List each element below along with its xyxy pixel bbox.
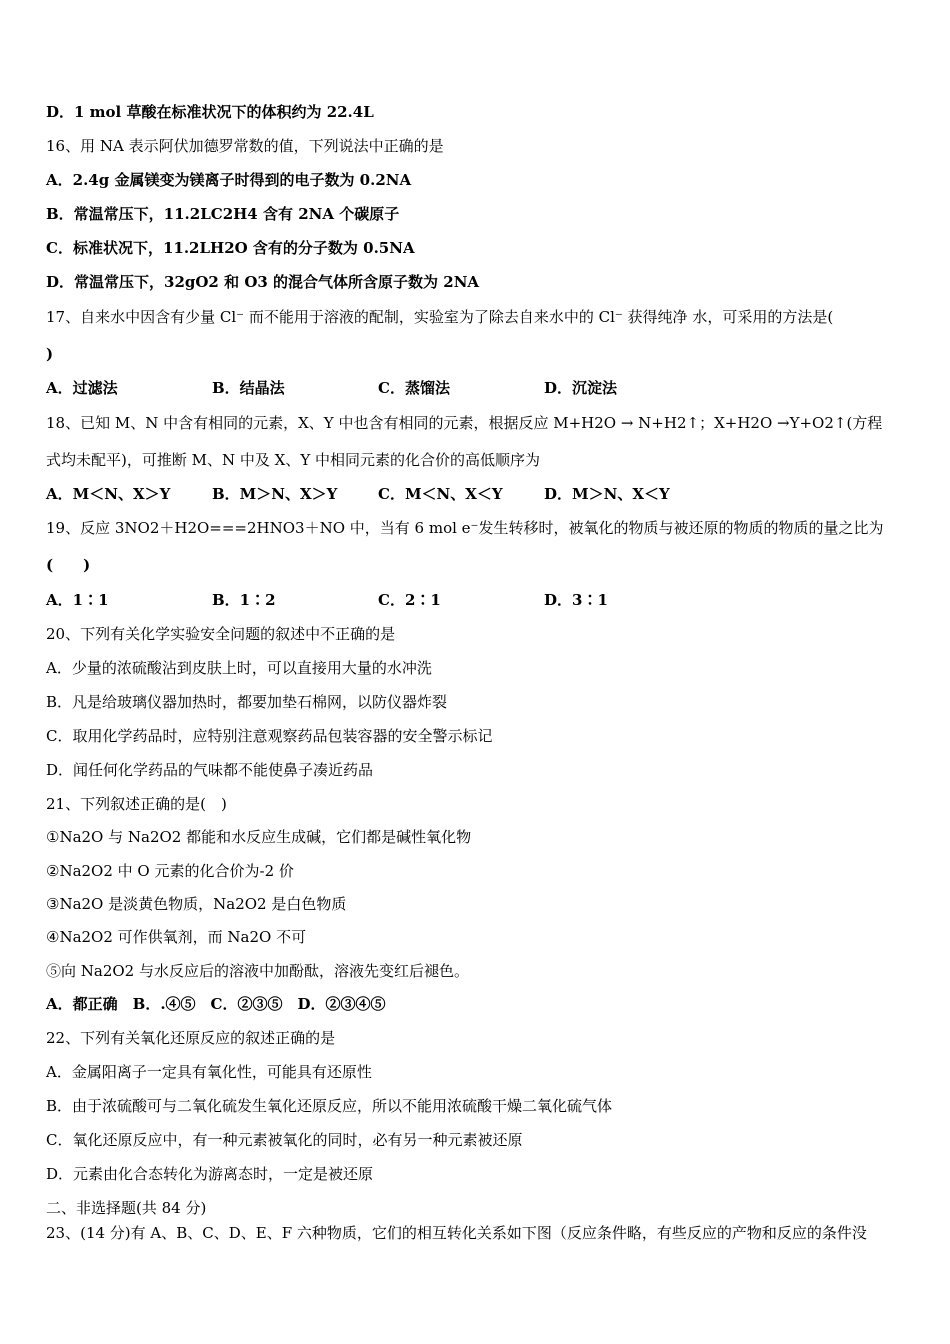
q16-option-d: D．常温常压下，32gO2 和 O3 的混合气体所含原子数为 2NA — [46, 273, 480, 291]
q23-stem: 23、(14 分)有 A、B、C、D、E、F 六种物质，它们的相互转化关系如下图（反应条件略，有些反应的产物和反应的条件没 — [46, 1224, 867, 1242]
q18-option-b: B．M＞N、X＞Y — [212, 485, 338, 503]
q21-statement-3: ③Na2O 是淡黄色物质，Na2O2 是白色物质 — [46, 895, 347, 913]
section-heading: 二、非选择题(共 84 分) — [46, 1199, 207, 1217]
q18-option-a: A．M＜N、X＞Y — [46, 485, 171, 503]
q19-stem: 19、反应 3NO2＋H2O===2HNO3＋NO 中，当有 6 mol e⁻发生转移时，被氧化的物质与被还原的物质的物质的量之比为 — [46, 519, 884, 537]
q22-option-c: C．氧化还原反应中，有一种元素被氧化的同时，必有另一种元素被还原 — [46, 1131, 523, 1149]
q22-stem: 22、下列有关氧化还原反应的叙述正确的是 — [46, 1029, 336, 1047]
q17-option-d: D．沉淀法 — [544, 379, 618, 397]
q18-option-c: C．M＜N、X＜Y — [378, 485, 503, 503]
q22-option-b: B．由于浓硫酸可与二氧化硫发生氧化还原反应，所以不能用浓硫酸干燥二氧化硫气体 — [46, 1097, 613, 1115]
q17-stem-cont: ) — [46, 345, 54, 363]
q19-blank: ( ) — [46, 556, 91, 574]
q19-option-d: D．3∶1 — [544, 591, 608, 609]
q19-options — [46, 589, 910, 611]
q21-options: A．都正确 B．.④⑤ C．②③⑤ D．②③④⑤ — [46, 995, 386, 1013]
q21-statement-5: ⑤向 Na2O2 与水反应后的溶液中加酚酞，溶液先变红后褪色。 — [46, 962, 469, 980]
q20-option-b: B．凡是给玻璃仪器加热时，都要加垫石棉网，以防仪器炸裂 — [46, 693, 448, 711]
q21-statement-2: ②Na2O2 中 O 元素的化合价为-2 价 — [46, 862, 294, 880]
q15-option-d: D．1 mol 草酸在标准状况下的体积约为 22.4L — [46, 103, 374, 121]
q16-option-a: A．2.4g 金属镁变为镁离子时得到的电子数为 0.2NA — [46, 171, 412, 189]
q18-option-d: D．M＞N、X＜Y — [544, 485, 670, 503]
q20-option-c: C．取用化学药品时，应特别注意观察药品包装容器的安全警示标记 — [46, 727, 493, 745]
q22-option-a: A．金属阳离子一定具有氧化性，可能具有还原性 — [46, 1063, 372, 1081]
q17-options — [46, 377, 910, 399]
q21-statement-1: ①Na2O 与 Na2O2 都能和水反应生成碱，它们都是碱性氧化物 — [46, 828, 472, 846]
q22-option-d: D．元素由化合态转化为游离态时，一定是被还原 — [46, 1165, 374, 1183]
q17-option-c: C．蒸馏法 — [378, 379, 450, 397]
q18-options — [46, 483, 910, 505]
q17-option-b: B．结晶法 — [212, 379, 285, 397]
q21-statement-4: ④Na2O2 可作供氧剂，而 Na2O 不可 — [46, 928, 307, 946]
q19-option-a: A．1∶1 — [46, 591, 109, 609]
q19-option-c: C．2∶1 — [378, 591, 441, 609]
q17-stem: 17、自来水中因含有少量 Cl⁻ 而不能用于溶液的配制，实验室为了除去自来水中的 Cl⁻ 获得纯净 水，可采用的方法是( — [46, 308, 834, 326]
q17-option-a: A．过滤法 — [46, 379, 118, 397]
q19-option-b: B．1∶2 — [212, 591, 276, 609]
q16-option-c: C．标准状况下，11.2LH2O 含有的分子数为 0.5NA — [46, 239, 415, 257]
q18-stem: 18、已知 M、N 中含有相同的元素，X、Y 中也含有相同的元素，根据反应 M+H2O → N+H2↑；X+H2O →Y+O2↑(方程 — [46, 414, 883, 432]
q20-option-d: D．闻任何化学药品的气味都不能使鼻子凑近药品 — [46, 761, 374, 779]
q16-stem: 16、用 NA 表示阿伏加德罗常数的值，下列说法中正确的是 — [46, 137, 444, 155]
q16-option-b: B．常温常压下，11.2LC2H4 含有 2NA 个碳原子 — [46, 205, 400, 223]
q21-stem: 21、下列叙述正确的是( ) — [46, 795, 227, 813]
q18-stem-cont: 式均未配平)，可推断 M、N 中及 X、Y 中相同元素的化合价的高低顺序为 — [46, 451, 540, 469]
q20-stem: 20、下列有关化学实验安全问题的叙述中不正确的是 — [46, 625, 396, 643]
q20-option-a: A．少量的浓硫酸沾到皮肤上时，可以直接用大量的水冲洗 — [46, 659, 432, 677]
